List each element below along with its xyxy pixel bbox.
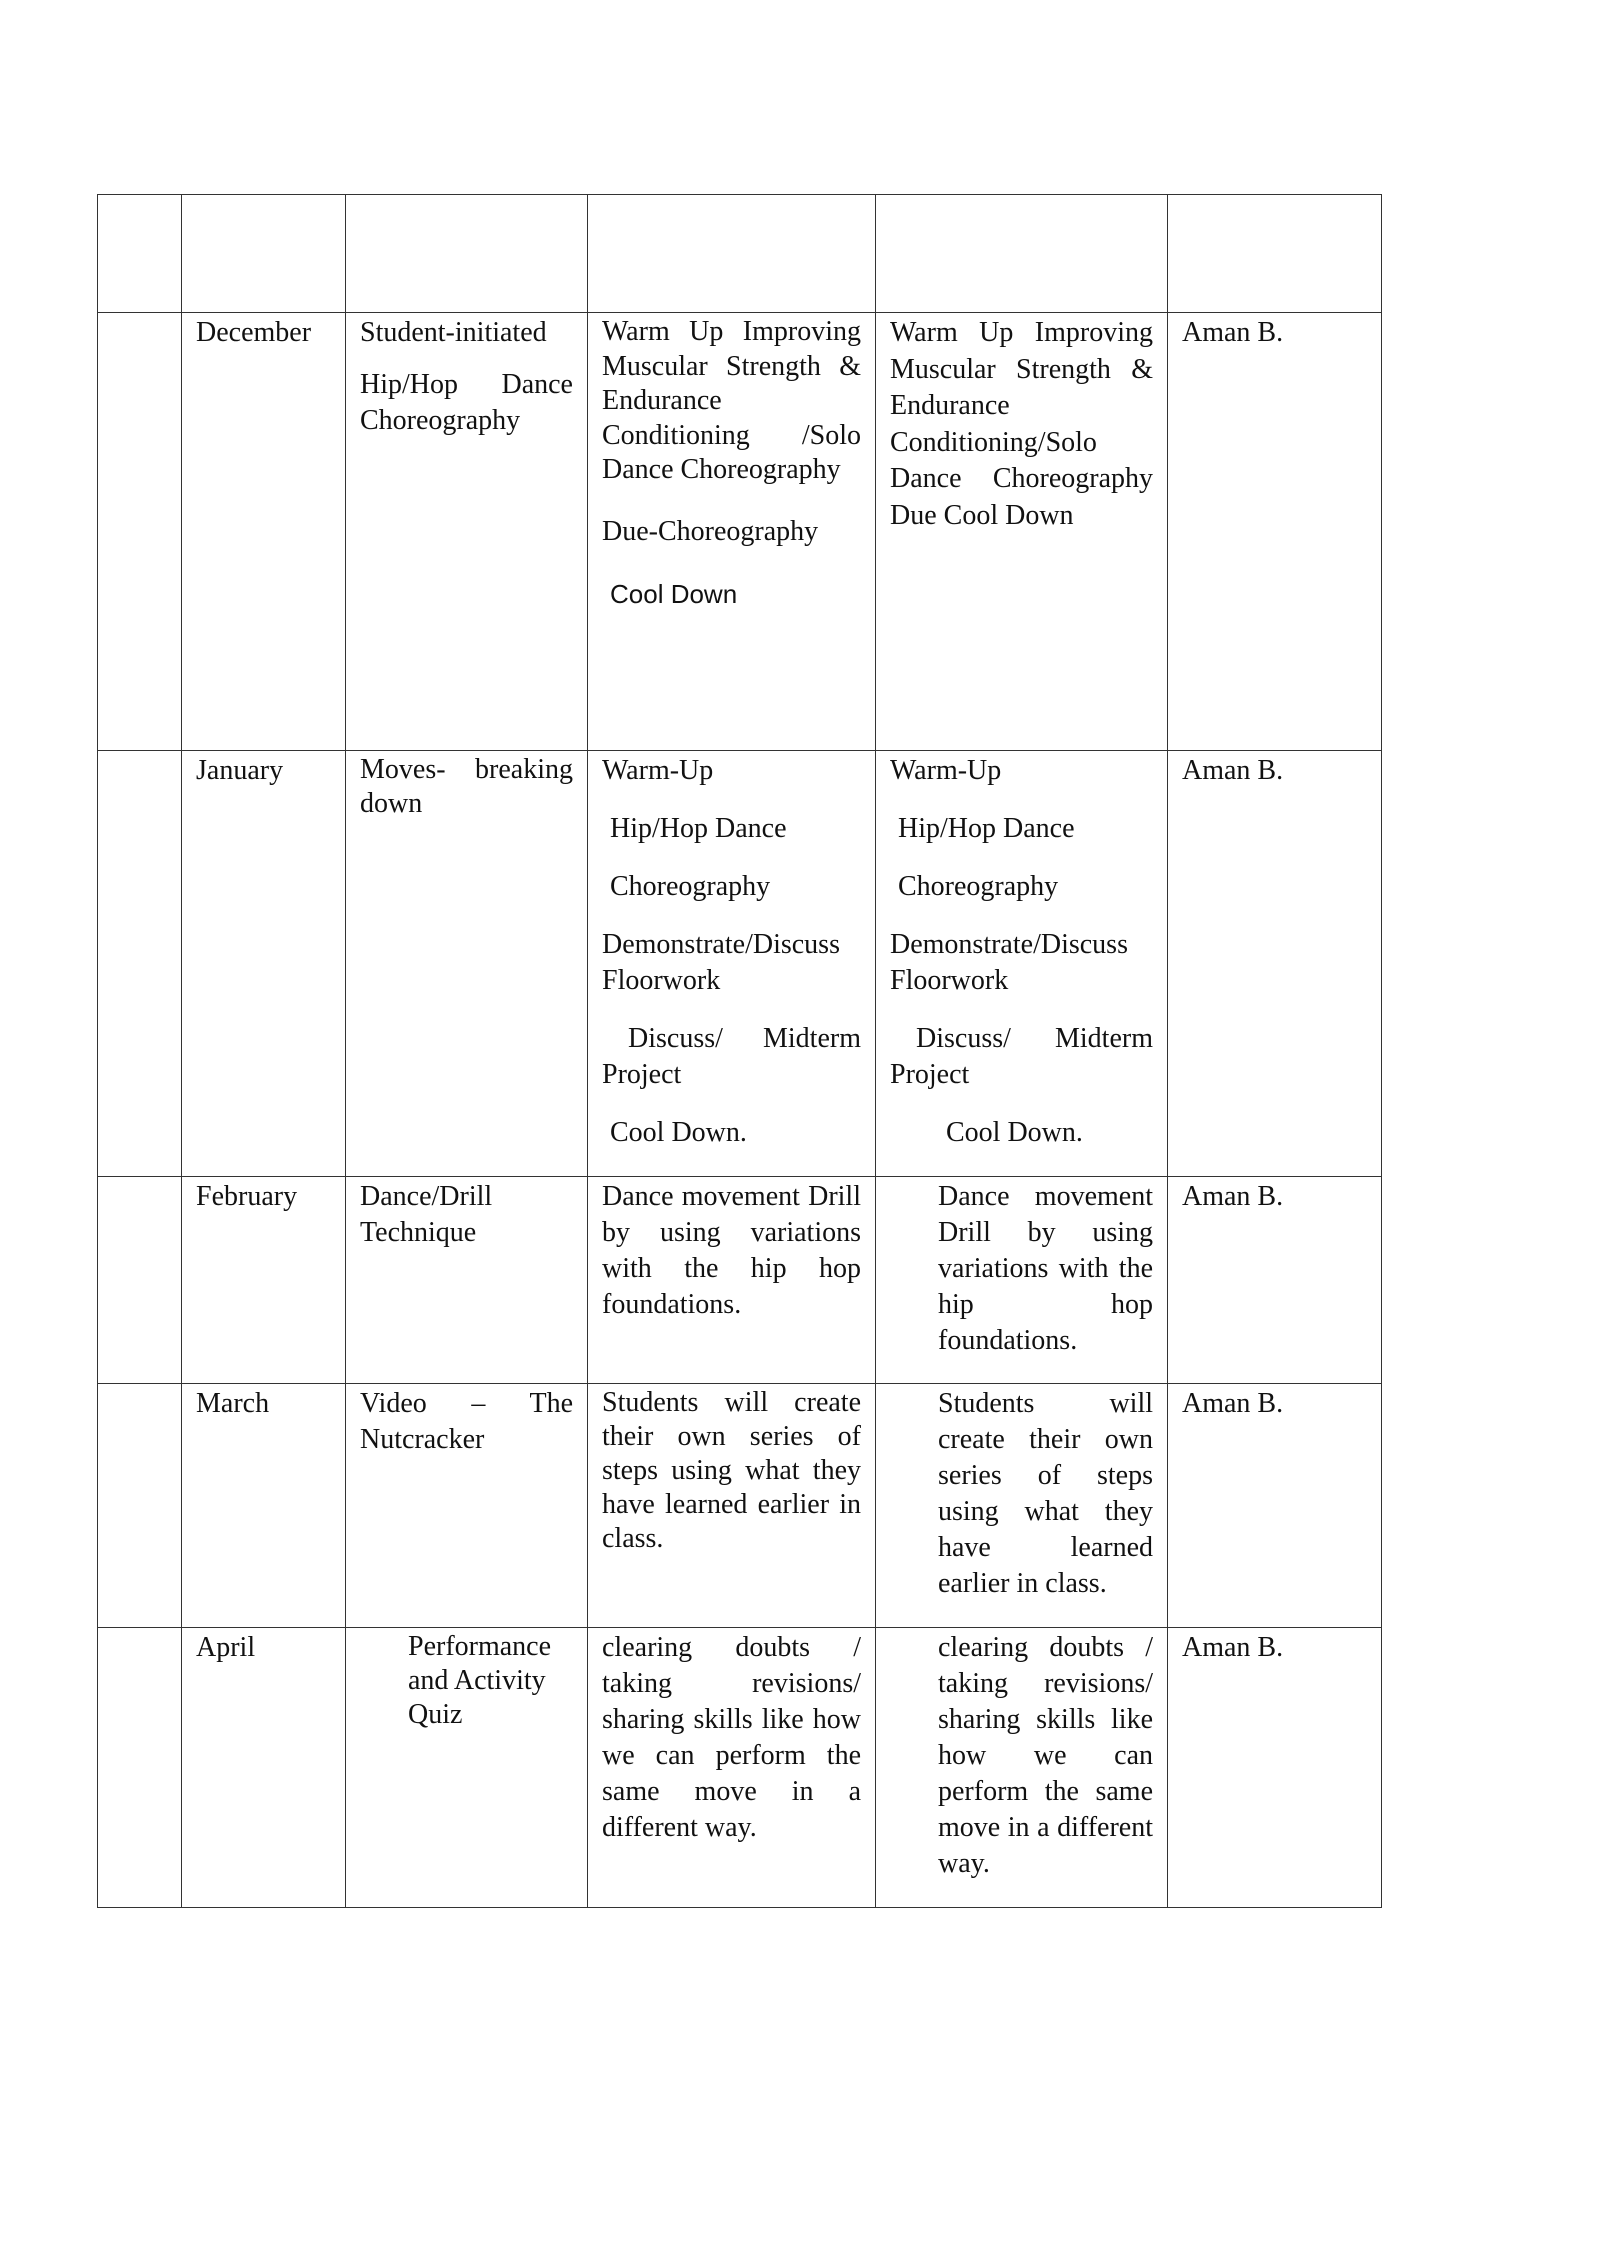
activity-cell: [876, 1177, 1168, 1384]
teacher-cell: [1168, 195, 1382, 313]
activity-text: Due-Choreography: [602, 515, 819, 547]
activity-text: Warm Up Improving Muscular Strength & Endurance Conditioning /Solo Dance Choreography: [602, 316, 861, 485]
teacher-cell: [1168, 1628, 1382, 1908]
activity-cell: [588, 1177, 876, 1384]
activity-text: Students will create their own series of steps using what they have learned earlier in class.: [938, 1388, 1153, 1599]
teacher-name: Aman B.: [1182, 755, 1284, 786]
table-row: [98, 1384, 1382, 1628]
table-cell: [98, 751, 182, 1177]
activity-cell: [876, 1384, 1168, 1628]
activity-text: Choreography: [898, 871, 1059, 902]
activity-text: Dance movement Drill by using variations with the hip hop foundations.: [938, 1181, 1153, 1356]
activity-text: Cool Down.: [610, 1117, 747, 1148]
teacher-name: Aman B.: [1182, 1181, 1284, 1212]
activity-text: clearing doubts / taking revisions/ sharing skills like how we can perform the same move in a different way.: [602, 1632, 861, 1843]
month-label: February: [196, 1181, 298, 1212]
activity-text: Warm Up Improving Muscular Strength & Endurance Conditioning/Solo Dance Choreography Due Cool Down: [890, 317, 1153, 531]
table-row: [98, 751, 1382, 1177]
topic-text: Performance and Activity Quiz: [408, 1631, 552, 1730]
activity-cell: [876, 195, 1168, 313]
activity-text: Choreography: [610, 871, 771, 902]
activity-cell: [588, 313, 876, 751]
month-label: April: [196, 1632, 256, 1663]
teacher-cell: [1168, 751, 1382, 1177]
activity-cell: [876, 1628, 1168, 1908]
topic-text: Student-initiated: [360, 317, 547, 348]
topic-cell: [346, 1628, 588, 1908]
topic-text: Dance/Drill Technique: [360, 1181, 493, 1248]
table-cell: [98, 1628, 182, 1908]
lesson-plan-table: [97, 194, 1382, 1908]
activity-text: Students will create their own series of steps using what they have learned earlier in class.: [602, 1387, 861, 1554]
activity-text: Demonstrate/Discuss Floorwork: [890, 929, 1128, 996]
month-cell: [182, 1177, 346, 1384]
month-cell: [182, 751, 346, 1177]
activity-text: Demonstrate/Discuss Floorwork: [602, 929, 840, 996]
topic-cell: [346, 1384, 588, 1628]
month-label: December: [196, 317, 312, 348]
table-row: [98, 1628, 1382, 1908]
activity-text: Discuss/ Midterm Project: [890, 1023, 1153, 1090]
table-row: [98, 1177, 1382, 1384]
topic-cell: [346, 313, 588, 751]
activity-text: Hip/Hop Dance: [898, 813, 1075, 844]
teacher-cell: [1168, 1384, 1382, 1628]
month-label: March: [196, 1388, 270, 1419]
activity-text: Cool Down: [610, 578, 738, 609]
activity-cell: [876, 751, 1168, 1177]
month-cell: [182, 1384, 346, 1628]
teacher-name: Aman B.: [1182, 317, 1284, 348]
activity-cell: [588, 1628, 876, 1908]
activity-text: clearing doubts / taking revisions/ sharing skills like how we can perform the same move in a different way.: [938, 1632, 1153, 1879]
table-cell: [98, 313, 182, 751]
teacher-cell: [1168, 1177, 1382, 1384]
teacher-name: Aman B.: [1182, 1388, 1284, 1419]
table-row: [98, 313, 1382, 751]
topic-cell: [346, 751, 588, 1177]
month-cell: [182, 195, 346, 313]
activity-text: Warm-Up: [890, 755, 1002, 786]
activity-cell: [588, 751, 876, 1177]
topic-text: Moves- breaking down: [360, 754, 573, 819]
activity-text: Hip/Hop Dance: [610, 813, 787, 844]
topic-cell: [346, 1177, 588, 1384]
topic-text: Hip/Hop Dance Choreography: [360, 369, 573, 436]
teacher-cell: [1168, 313, 1382, 751]
month-cell: [182, 1628, 346, 1908]
topic-text: Video – The Nutcracker: [360, 1388, 573, 1455]
teacher-name: Aman B.: [1182, 1632, 1284, 1663]
activity-cell: [588, 195, 876, 313]
month-cell: [182, 313, 346, 751]
activity-text: Warm-Up: [602, 755, 714, 786]
activity-text: Dance movement Drill by using variations with the hip hop foundations.: [602, 1181, 861, 1320]
activity-cell: [588, 1384, 876, 1628]
table-row: [98, 195, 1382, 313]
month-label: January: [196, 755, 284, 786]
activity-cell: [876, 313, 1168, 751]
table-cell: [98, 195, 182, 313]
activity-text: Discuss/ Midterm Project: [602, 1023, 861, 1090]
topic-cell: [346, 195, 588, 313]
activity-text: Cool Down.: [946, 1117, 1083, 1148]
table-cell: [98, 1177, 182, 1384]
table-cell: [98, 1384, 182, 1628]
